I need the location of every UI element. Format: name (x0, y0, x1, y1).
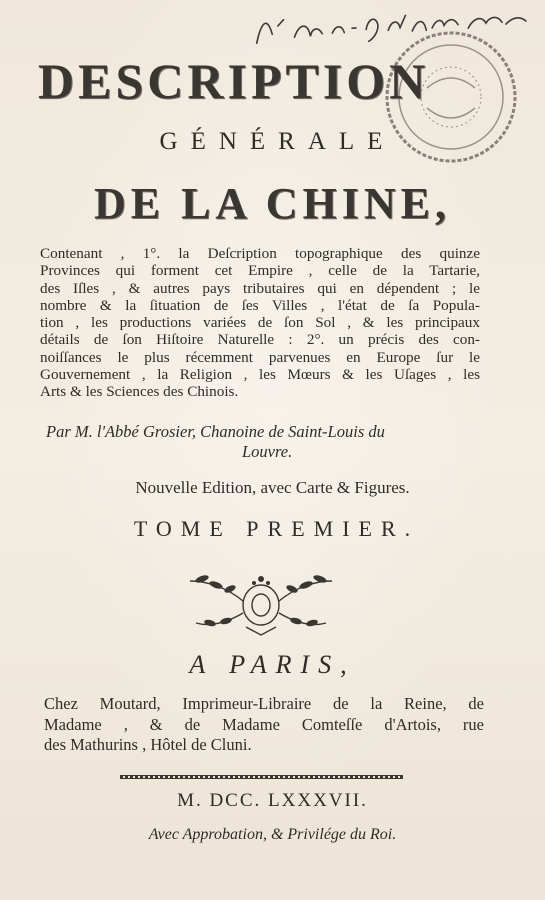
volume-label: TOME PREMIER. (133, 516, 420, 541)
imprint-line: Madame , & de Madame Comteſſe d'Artois, rue (44, 714, 484, 734)
contents-line: nombre & la ſituation de ſes Villes , l'état de ſa Popula- (40, 296, 480, 314)
contents-line: détails de ſon Hiſtoire Naturelle : 2°. un précis des con- (40, 331, 480, 349)
contents-line: Arts & les Sciences des Chinois. (40, 383, 239, 401)
title-line-generale: GÉNÉRALE (159, 128, 396, 155)
contents-line: Provinces qui forment cet Empire , celle de la Tartarie, (40, 262, 480, 280)
place-of-publication: A PARIS, (189, 650, 356, 679)
imprint-paragraph (44, 694, 484, 756)
contents-line: tion , les productions variées de ſon Sol , & les principaux (40, 314, 480, 332)
author-line: Louvre. (242, 442, 293, 461)
author-line: Par M. l'Abbé Grosier, Chanoine de Saint-Louis du (46, 422, 385, 441)
title-line-description: DESCRIPTION (38, 53, 430, 109)
floral-vignette-icon (186, 567, 336, 637)
contents-line: noiſſances le plus récemment parvenues en Europe ſur le (40, 348, 480, 366)
imprint-line: des Mathurins , Hôtel de Cluni. (44, 735, 252, 754)
imprint-line: Chez Moutard, Imprimeur-Libraire de la Reine, de (44, 694, 484, 713)
author-statement (46, 422, 486, 462)
contents-line: Contenant , 1°. la Deſcription topographique des quinze (40, 245, 480, 262)
edition-note: Nouvelle Edition, avec Carte & Figures. (135, 478, 410, 497)
contents-line: Gouvernement , la Religion , les Mœurs & les Uſages , les (40, 366, 480, 384)
publication-date: M. DCC. LXXXVII. (177, 790, 368, 811)
title-line-de-la-chine: DE LA CHINE, (93, 179, 452, 228)
contents-paragraph (40, 245, 480, 401)
contents-line: des Iſles , & autres pays tributaires qui en dépendent ; le (40, 279, 480, 297)
ornamental-rule (120, 774, 403, 780)
approbation-note: Avec Approbation, & Privilége du Roi. (148, 826, 397, 843)
